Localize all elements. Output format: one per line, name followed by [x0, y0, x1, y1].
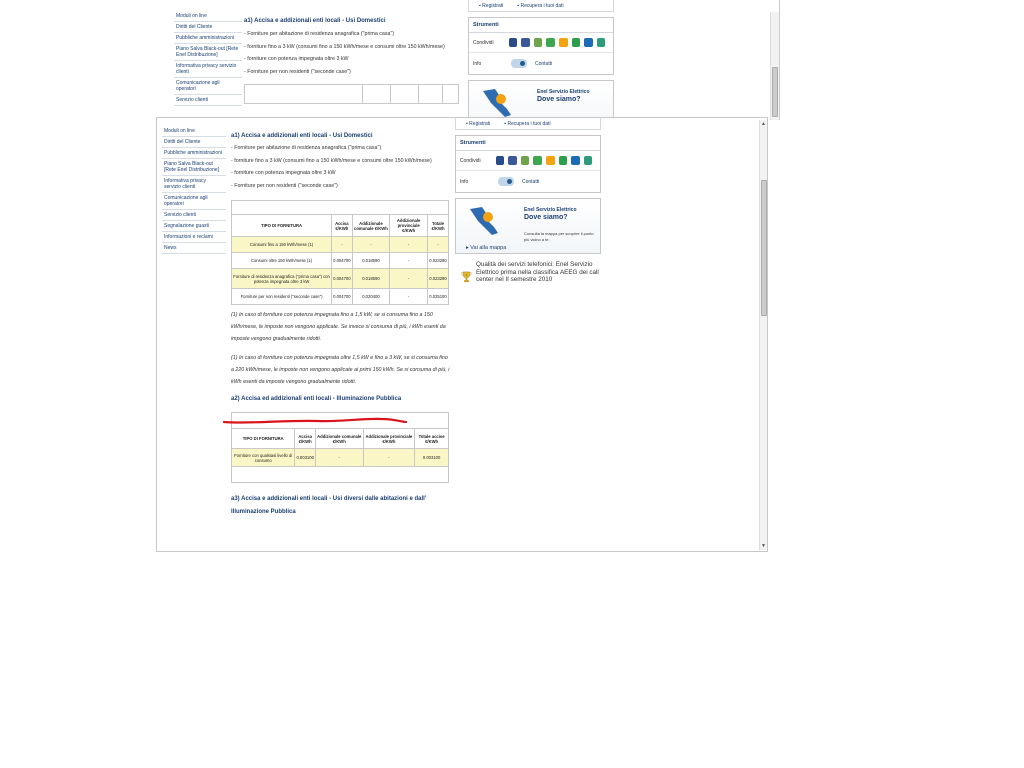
a2-cell: Forniture con qualsiasi livello di consumo	[232, 449, 295, 467]
a1-header-0: TIPO DI FORNITURA	[232, 215, 332, 237]
map-link[interactable]: ▸ Vai alla mappa	[466, 245, 507, 251]
a1-cell: 0.018590	[352, 269, 390, 289]
a2-header-0: TIPO DI FORNITURA	[232, 429, 295, 449]
a1-cell: -	[390, 237, 428, 253]
myspace-icon[interactable]	[584, 38, 593, 47]
nav-comunicazione[interactable]: Comunicazione agli operatori	[162, 193, 226, 210]
a1-line-1: - Forniture per abitazione di residenza anagrafica ("prima casa")	[244, 31, 395, 37]
registrati-link[interactable]: ▪ Registrati	[479, 2, 504, 9]
scroll-down-icon[interactable]: ▼	[761, 543, 766, 549]
left-nav-top	[174, 11, 242, 106]
windows-live-icon[interactable]	[546, 156, 555, 165]
nav-news[interactable]: News	[162, 243, 226, 254]
italy-map-icon	[479, 87, 513, 120]
nav-guasti[interactable]: Segnalazione guasti	[162, 221, 226, 232]
nav-pubbliche[interactable]: Pubbliche amministrazioni	[174, 33, 242, 44]
nav-moduli[interactable]: Moduli on line	[174, 11, 242, 22]
a1-cell: 0.023290	[427, 253, 448, 269]
a1-cell: Consumi oltre 150 kWh/mese (1)	[232, 253, 332, 269]
a1-cell: -	[390, 269, 428, 289]
note-2: (1) In caso di forniture con potenza impegnata oltre 1,5 kW e fino a 3 kW, se si consuma fino a 220 kWh/mese, le imposte non vengono applicate ai primi 150 kWh. Se si consuma di più, i kWh esenti da imposte vengono gradualmente ridotti.	[231, 355, 450, 385]
strumenti-box-top	[468, 17, 614, 75]
svg-text:1: 1	[465, 272, 468, 277]
a2-cell: 0.003100	[295, 449, 315, 467]
condividi-label: Condividi	[460, 157, 481, 164]
technorati-icon[interactable]	[546, 38, 555, 47]
info-label: Info	[460, 178, 469, 185]
nav-privacy[interactable]: Informativa privacy servizio clienti	[174, 61, 242, 78]
a1-cell: 0.020400	[352, 289, 390, 305]
table-row	[232, 269, 449, 289]
map-line-2: Dove siamo?	[537, 96, 581, 103]
contatti-link[interactable]: Contatti	[522, 178, 540, 185]
nav-servizio[interactable]: Servizio clienti	[174, 95, 242, 106]
contact-icon	[511, 59, 527, 68]
facebook-icon[interactable]	[508, 156, 517, 165]
trophy-icon	[461, 261, 472, 293]
windows-live-icon[interactable]	[559, 38, 568, 47]
myspace-icon[interactable]	[571, 156, 580, 165]
scrollbar-top[interactable]	[770, 12, 779, 120]
a2-cell: 0.003100	[415, 449, 449, 467]
a1-line-2: - forniture fino a 3 kW (consumi fino a 150 kWh/mese e consumi oltre 150 kWh/mese)	[231, 157, 432, 164]
a1-cell: -	[352, 237, 390, 253]
a1-line-3: - forniture con potenza impegnata oltre 3 kW	[231, 170, 336, 176]
nav-piano[interactable]: Piano Salva Black-out [Rete Enel Distribuzione]	[174, 44, 242, 61]
a1-cell: 0.025100	[427, 289, 448, 305]
scrollbar-main[interactable]	[759, 120, 768, 550]
sidebar-top	[468, 0, 614, 120]
ok-notizie-icon[interactable]	[584, 156, 593, 165]
a1-line-2: - forniture fino a 3 kW (consumi fino a 150 kWh/mese e consumi oltre 150 kWh/mese)	[244, 43, 445, 50]
a1-cell: -	[390, 289, 428, 305]
yahoo-icon[interactable]	[572, 38, 581, 47]
quality-text: Qualità dei servizi telefonici: Enel Servizio Elettrico prima nella classifica AEEG dei call center nel II semestre 2010	[475, 261, 599, 283]
a1-cell: -	[427, 237, 448, 253]
a2-header-2: Addizionale comunale €/KWh	[315, 429, 363, 449]
registration-bar	[468, 0, 614, 12]
screenshot-main	[156, 117, 768, 552]
strumenti-title: Strumenti	[469, 18, 613, 33]
a1-cell: Forniture per non residenti ("seconde case")	[232, 289, 332, 305]
nav-reclami[interactable]: Informazioni e reclami	[162, 232, 226, 243]
nav-moduli[interactable]: Moduli on line	[162, 126, 226, 137]
table-row	[232, 237, 449, 253]
scrollbar-thumb[interactable]	[761, 180, 767, 316]
a1-cell: 0.023290	[427, 269, 448, 289]
a1-line-3: - forniture con potenza impegnata oltre 3 kW	[244, 56, 349, 62]
map-line-2: Dove siamo?	[524, 214, 568, 221]
a2-header-3: Addizionale provinciale €/KWh	[363, 429, 415, 449]
a1-line-4: - Forniture per non residenti ("seconde case")	[231, 182, 338, 189]
a1-cell: -	[332, 237, 352, 253]
scrollbar-thumb-top[interactable]	[772, 67, 778, 117]
a2-header-4: Totale accise €/KWh	[415, 429, 449, 449]
left-nav	[162, 126, 226, 254]
main-content	[231, 133, 451, 519]
content-top	[244, 18, 474, 104]
nav-diritti[interactable]: Diritti del Cliente	[162, 137, 226, 148]
share-row	[469, 33, 613, 53]
map-line-1: Enel Servizio Elettrico	[524, 207, 577, 213]
section-a2-title[interactable]: a2) Accisa ed addizionali enti locali - Illuminazione Pubblica	[231, 396, 402, 402]
info-row	[456, 171, 600, 192]
table-stub	[244, 84, 459, 104]
nav-servizio[interactable]: Servizio clienti	[162, 210, 226, 221]
ok-notizie-icon[interactable]	[597, 38, 606, 47]
table-row	[232, 289, 449, 305]
a1-header-3: Addizionale provinciale €/KWh	[390, 215, 428, 237]
a1-cell: Consumi fino a 150 kWh/mese (1)	[232, 237, 332, 253]
yahoo-icon[interactable]	[559, 156, 568, 165]
google-icon[interactable]	[521, 156, 530, 165]
share-row	[456, 151, 600, 171]
map-line-1: Enel Servizio Elettrico	[537, 89, 590, 95]
section-a1-title: a1) Accisa e addizionali enti locali - Usi Domestici	[244, 18, 386, 24]
a1-table	[231, 200, 449, 305]
section-a3-title: a3) Accisa e addizionali enti locali - Usi diversi dalle abitazioni e dall' Illuminazione Pubblica	[231, 496, 427, 515]
contact-icon	[498, 177, 514, 186]
info-row	[469, 53, 613, 74]
delicious-icon[interactable]	[496, 156, 505, 165]
a1-header-1: Accisa €/KWh	[332, 215, 352, 237]
table-row	[232, 253, 449, 269]
screenshot-top	[170, 0, 780, 120]
facebook-icon[interactable]	[521, 38, 530, 47]
a1-header-2: Addizionale comunale €/KWh	[352, 215, 390, 237]
registration-bar	[455, 118, 601, 130]
a1-cell: -	[390, 253, 428, 269]
a1-cell: 0.004700	[332, 289, 352, 305]
a1-cell: 0.004700	[332, 253, 352, 269]
a1-line-1: - Forniture per abitazione di residenza anagrafica ("prima casa")	[231, 145, 382, 151]
registrati-link[interactable]: ▪ Registrati	[466, 120, 491, 127]
a1-cell: Forniture di residenza anagrafica ("prima casa") con potenza impegnata oltre 3 kW	[232, 269, 332, 289]
technorati-icon[interactable]	[533, 156, 542, 165]
nav-privacy[interactable]: Informativa privacy servizio clienti	[162, 176, 226, 193]
a1-cell: 0.004700	[332, 269, 352, 289]
condividi-label: Condividi	[473, 39, 494, 46]
nav-diritti[interactable]: Diritti del Cliente	[174, 22, 242, 33]
table-row	[232, 449, 449, 467]
strumenti-box	[455, 135, 601, 193]
recupera-link[interactable]: ▪ Recupera i tuoi dati	[504, 120, 551, 127]
info-label: Info	[473, 60, 482, 67]
strumenti-title: Strumenti	[456, 136, 600, 151]
nav-pubbliche[interactable]: Pubbliche amministrazioni	[162, 148, 226, 159]
map-box-top[interactable]	[468, 80, 614, 120]
a2-cell: -	[363, 449, 415, 467]
a1-header-4: Totale €/KWh	[427, 215, 448, 237]
section-a1-title: a1) Accisa e addizionali enti locali - Usi Domestici	[231, 133, 373, 139]
map-box[interactable]	[455, 198, 601, 254]
map-description: Consulta la mappa per scoprire il punto più vicino a te.	[524, 231, 594, 242]
recupera-link[interactable]: ▪ Recupera i tuoi dati	[517, 2, 564, 9]
a2-cell: -	[315, 449, 363, 467]
sidebar	[455, 118, 601, 283]
a2-header-1: Accisa €/KWh	[295, 429, 315, 449]
nav-piano[interactable]: Piano Salva Black-out [Rete Enel Distribuzione]	[162, 159, 226, 176]
red-underline-annotation	[222, 413, 408, 427]
quality-banner[interactable]	[461, 261, 601, 293]
nav-comunicazione[interactable]: Comunicazione agli operatori	[174, 78, 242, 95]
scroll-up-icon[interactable]: ▲	[761, 121, 766, 127]
note-1: (1) In caso di forniture con potenza impegnata fino a 1,5 kW, se si consuma fino a 150 kWh/mese, le imposte non vengono applicate. Se invece si consuma di più, i kWh esenti da imposte vengono gradualmente ridotti.	[231, 312, 446, 342]
a1-line-4: - Forniture per non residenti ("seconde case")	[244, 68, 351, 75]
a1-cell: 0.018590	[352, 253, 390, 269]
contatti-link[interactable]: Contatti	[535, 60, 553, 67]
google-icon[interactable]	[534, 38, 543, 47]
delicious-icon[interactable]	[509, 38, 518, 47]
italy-map-icon	[466, 205, 500, 245]
